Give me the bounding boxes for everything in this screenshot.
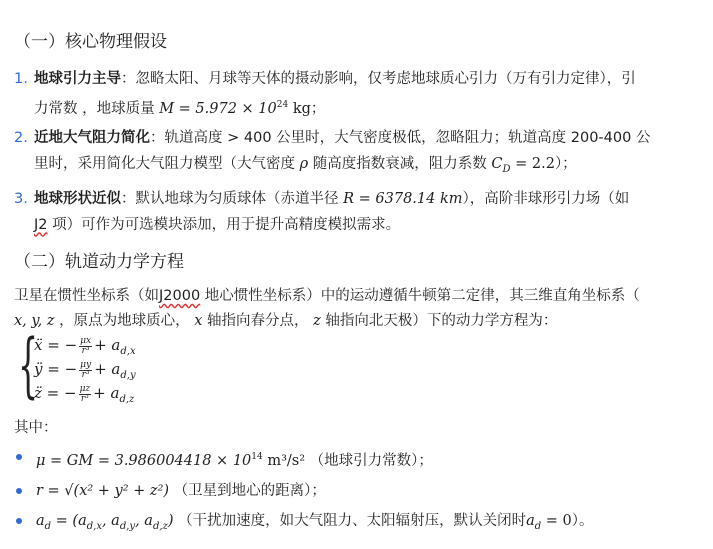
intro-paragraph: 卫星在惯性坐标系（如J2000 地心惯性坐标系）中的运动遵循牛顿第二定律，其三维直角坐标系（ x, y, z ，原点为地球质心， x 轴指向春分点， z 轴指向北天极）下的动力学方程为： [14, 288, 640, 329]
section-heading-dynamics: （二）轨道动力学方程 [14, 252, 184, 272]
list-item: 2. 近地大气阻力简化：轨道高度 > 400 公里时，大气密度极低，忽略阻力；轨道高度 200-400 公 里时，采用简化大气阻力模型（大气密度 ρ 随高度指数衰减，阻力系数 $C_D = 2.2$）； [14, 125, 694, 183]
bullet-icon [16, 518, 22, 524]
list-item: μ = GM = $3.986004418 \times 10^{14}$ m³/s² （地球引力常数）； [14, 442, 694, 476]
equation-x: ẍ = − $\frac{\mu x}{\text{r³}}$ + $a_{d,x}$ [34, 335, 136, 357]
drag-coefficient: C [491, 155, 503, 172]
list-item: $a_d = (a_{d,x}$, $a_{d,y}$, $a_{d,z}$) （干扰加速度，如大气阻力、太阳辐射压，默认关闭时$a_d = 0$）。 [14, 506, 694, 542]
where-label: 其中： [14, 420, 58, 436]
assumptions-list [14, 66, 694, 241]
item-heading: 近地大气阻力简化 [34, 129, 150, 146]
definitions-list [14, 442, 694, 542]
bullet-icon [16, 454, 22, 460]
list-number: 1. [14, 71, 28, 87]
list-number: 2. [14, 129, 28, 146]
equation-y: ÿ = − $\frac{\mu y}{\text{r³}}$ + $a_{d,y}$ [34, 359, 136, 381]
list-item: 3. 地球形状近似：默认地球为匀质球体（赤道半径 R = 6378.14 km），高阶非球形引力场（如 J2 项）可作为可选模块添加，用于提升高精度模拟需求。 [14, 186, 694, 238]
item-heading: 地球形状近似 [34, 190, 121, 207]
equation-z: z̈ = − $\frac{\mu z}{\text{r³}}$ + $a_{d,z}$ [34, 383, 135, 405]
earth-mass-formula: M = 5.972 × 10 [159, 100, 277, 117]
left-brace: { [18, 324, 39, 406]
section-heading-assumptions: （一）核心物理假设 [14, 32, 167, 52]
bullet-icon [16, 488, 22, 494]
earth-radius-formula: R = 6378.14 km [343, 190, 463, 207]
list-item: r = √(x² + y² + z²) （卫星到地心的距离）； [14, 476, 694, 506]
item-heading: 地球引力主导 [34, 71, 121, 87]
list-item: 1. 地球引力主导：忽略太阳、月球等天体的摄动影响，仅考虑地球质心引力（万有引力定律），引 力常数 ，地球质量 $M = 5.972 \times 10^{24}$ kg； [14, 66, 694, 122]
list-number: 3. [14, 190, 28, 207]
